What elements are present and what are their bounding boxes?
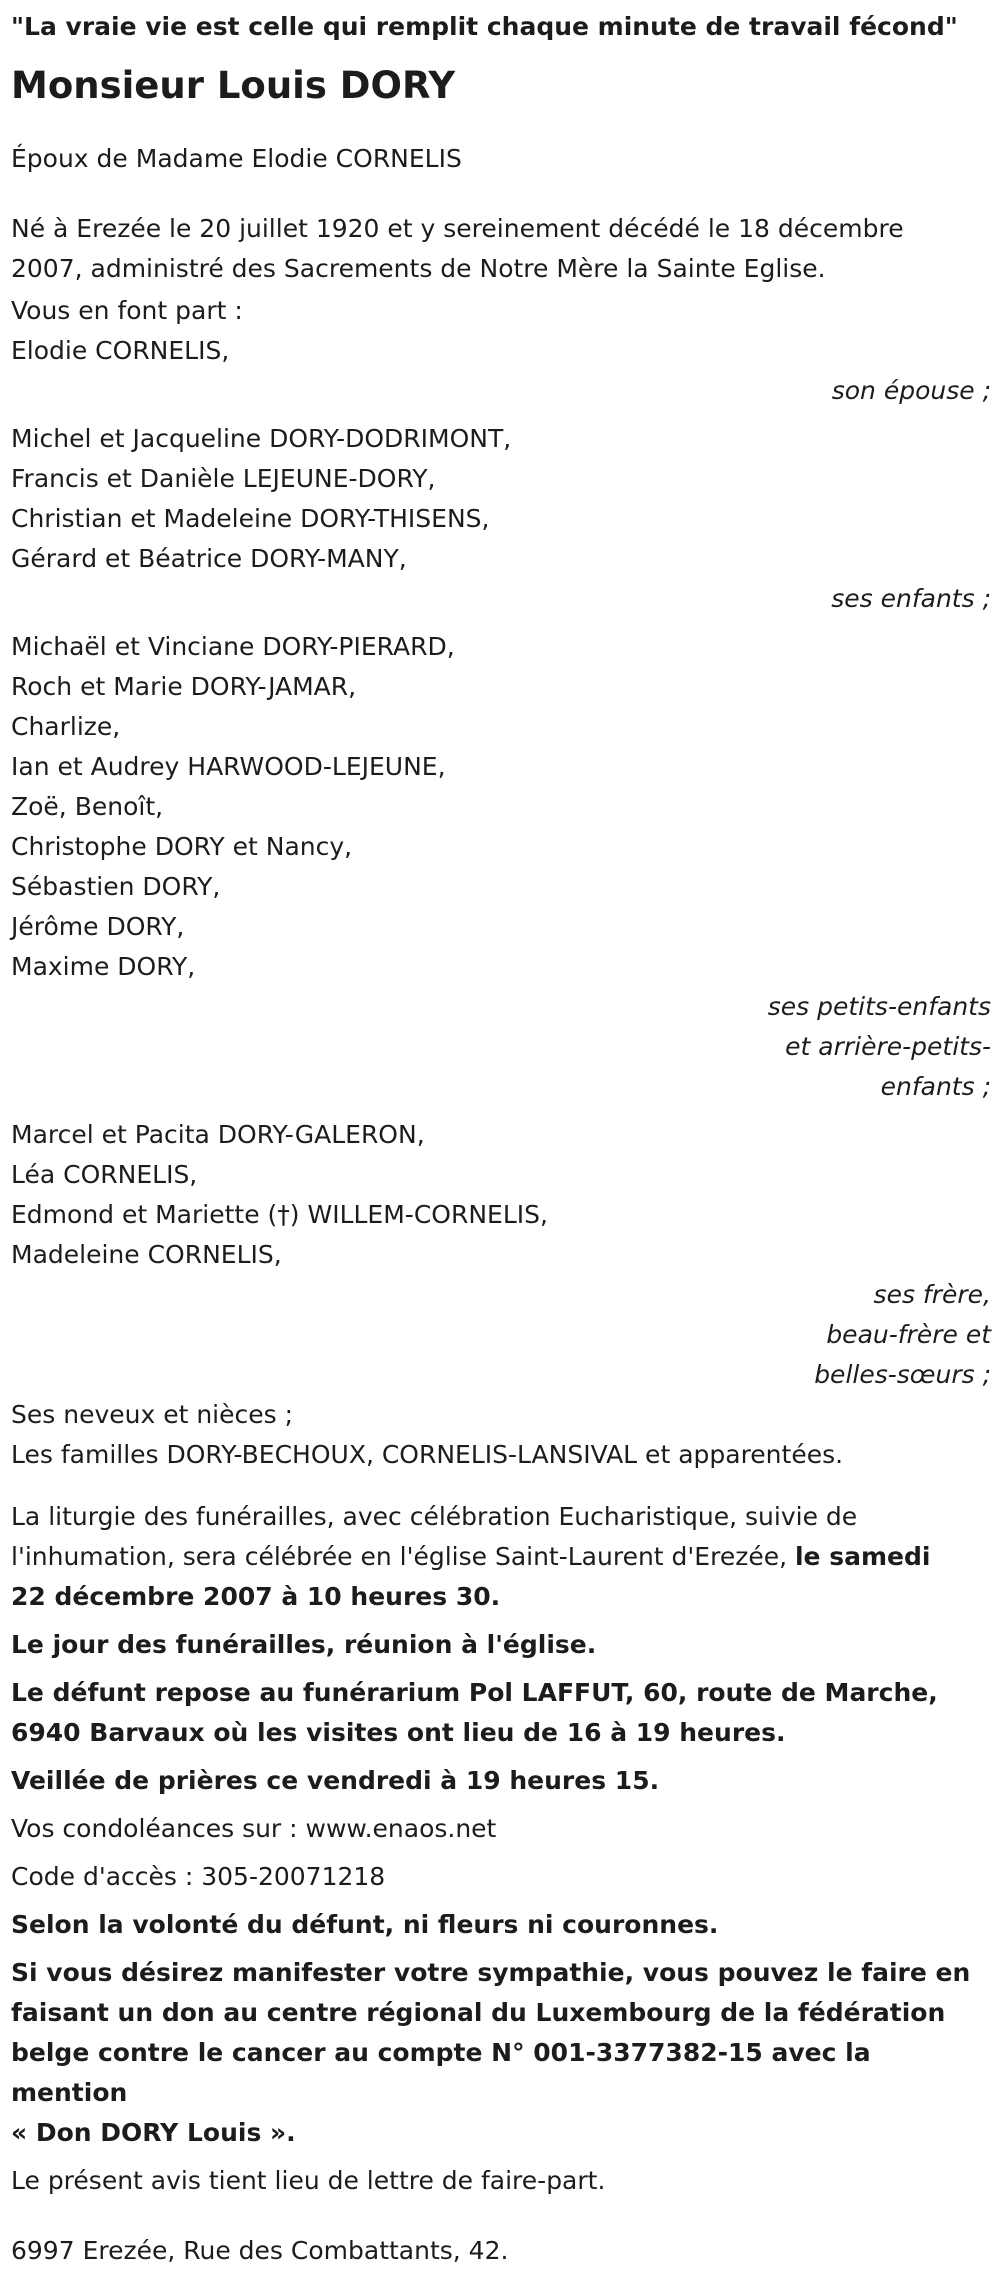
access-code-line: Code d'accès : 305-20071218 [11, 1862, 386, 1891]
liturgy-text: l'inhumation, sera célébrée en l'église Saint-Laurent d'Erezée, [11, 1542, 795, 1571]
birth-death-line: Né à Erezée le 20 juillet 1920 et y sereinement décédé le 18 décembre [11, 214, 904, 243]
family-member: Gérard et Béatrice DORY-MANY, [11, 544, 407, 573]
family-closing [11, 1395, 990, 1475]
family-group-spouse [11, 331, 990, 411]
address-line: 6997 Erezée, Rue des Combattants, 42. [11, 2236, 509, 2265]
relation-label: ses enfants ; [831, 584, 991, 613]
announcement-intro: Vous en font part : [11, 296, 243, 325]
family-group-children [11, 419, 990, 619]
family-member: Roch et Marie DORY-JAMAR, [11, 672, 357, 701]
condolences-line: Vos condoléances sur : www.enaos.net [11, 1814, 497, 1843]
family-member: Francis et Danièle LEJEUNE-DORY, [11, 464, 436, 493]
birth-death-line: 2007, administré des Sacrements de Notre Mère la Sainte Eglise. [11, 254, 826, 283]
liturgy-line [11, 1537, 990, 1577]
family-member: Madeleine CORNELIS, [11, 1240, 282, 1269]
no-flowers-line: Selon la volonté du défunt, ni fleurs ni couronnes. [11, 1910, 719, 1939]
notice-line: Le présent avis tient lieu de lettre de faire-part. [11, 2166, 606, 2195]
family-member: Charlize, [11, 712, 121, 741]
family-group-siblings [11, 1115, 990, 1395]
relation-label: belles-sœurs ; [814, 1360, 991, 1389]
family-closing-line: Ses neveux et nièces ; [11, 1400, 294, 1429]
liturgy-paragraph [11, 1497, 990, 1617]
family-member: Elodie CORNELIS, [11, 336, 230, 365]
donation-paragraph [11, 1953, 990, 2153]
family-group-grandchildren [11, 627, 990, 1107]
vigil-line: Veillée de prières ce vendredi à 19 heures 15. [11, 1766, 660, 1795]
family-member: Ian et Audrey HARWOOD-LEJEUNE, [11, 752, 446, 781]
liturgy-date: 22 décembre 2007 à 10 heures 30. [11, 1582, 501, 1611]
relation-label: ses frère, [873, 1280, 991, 1309]
donation-line: Si vous désirez manifester votre sympathie, vous pouvez le faire en [11, 1958, 971, 1987]
relation-label: ses petits-enfants [767, 992, 991, 1021]
repose-paragraph [11, 1673, 990, 1753]
family-member: Michaël et Vinciane DORY-PIERARD, [11, 632, 455, 661]
family-member: Christian et Madeleine DORY-THISENS, [11, 504, 490, 533]
family-member: Michel et Jacqueline DORY-DODRIMONT, [11, 424, 512, 453]
liturgy-line: La liturgie des funérailles, avec célébration Eucharistique, suivie de [11, 1502, 858, 1531]
family-closing-line: Les familles DORY-BECHOUX, CORNELIS-LANSIVAL et apparentées. [11, 1440, 844, 1469]
relation-label: son épouse ; [831, 376, 991, 405]
relation-label: et arrière-petits- [785, 1032, 991, 1061]
family-member: Maxime DORY, [11, 952, 196, 981]
relation-label: beau-frère et [826, 1320, 991, 1349]
family-member: Sébastien DORY, [11, 872, 221, 901]
spouse-line: Époux de Madame Elodie CORNELIS [11, 144, 462, 173]
family-member: Marcel et Pacita DORY-GALERON, [11, 1120, 425, 1149]
deceased-name: Monsieur Louis DORY [11, 64, 456, 107]
epigraph-quote: "La vraie vie est celle qui remplit chaque minute de travail fécond" [11, 12, 958, 41]
reunion-line: Le jour des funérailles, réunion à l'église. [11, 1630, 597, 1659]
donation-line: faisant un don au centre régional du Luxembourg de la fédération [11, 1998, 946, 2027]
birth-death-paragraph [11, 209, 990, 289]
liturgy-date: le samedi [794, 1542, 931, 1571]
donation-line: « Don DORY Louis ». [11, 2118, 296, 2147]
family-member: Jérôme DORY, [11, 912, 185, 941]
donation-line: belge contre le cancer au compte N° 001-3377382-15 avec la mention [11, 2038, 871, 2107]
repose-line: 6940 Barvaux où les visites ont lieu de 16 à 19 heures. [11, 1718, 786, 1747]
relation-label: enfants ; [880, 1072, 991, 1101]
family-member: Edmond et Mariette (†) WILLEM-CORNELIS, [11, 1200, 548, 1229]
family-member: Zoë, Benoît, [11, 792, 164, 821]
repose-line: Le défunt repose au funérarium Pol LAFFUT, 60, route de Marche, [11, 1678, 938, 1707]
family-member: Christophe DORY et Nancy, [11, 832, 353, 861]
family-member: Léa CORNELIS, [11, 1160, 198, 1189]
